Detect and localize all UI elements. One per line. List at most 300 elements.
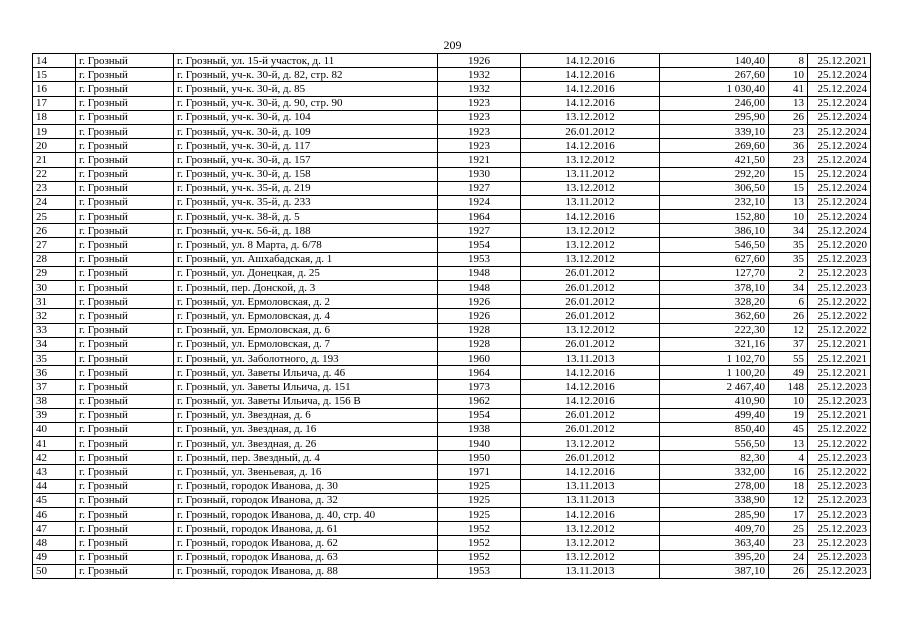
residents-cell: 23 bbox=[769, 153, 808, 167]
area-cell: 362,60 bbox=[660, 309, 769, 323]
city-cell: г. Грозный bbox=[76, 252, 174, 266]
row-number-cell: 24 bbox=[33, 195, 76, 209]
city-cell: г. Грозный bbox=[76, 550, 174, 564]
address-cell: г. Грозный, уч-к. 30-й, д. 90, стр. 90 bbox=[174, 96, 438, 110]
address-cell: г. Грозный, ул. Звездная, д. 26 bbox=[174, 437, 438, 451]
city-cell: г. Грозный bbox=[76, 394, 174, 408]
deadline-cell: 25.12.2022 bbox=[808, 422, 871, 436]
deadline-cell: 25.12.2022 bbox=[808, 465, 871, 479]
inclusion-date-cell: 14.12.2016 bbox=[521, 54, 660, 68]
residents-cell: 148 bbox=[769, 380, 808, 394]
deadline-cell: 25.12.2024 bbox=[808, 96, 871, 110]
deadline-cell: 25.12.2020 bbox=[808, 238, 871, 252]
build-year-cell: 1952 bbox=[438, 550, 521, 564]
residents-cell: 45 bbox=[769, 422, 808, 436]
area-cell: 410,90 bbox=[660, 394, 769, 408]
inclusion-date-cell: 26.01.2012 bbox=[521, 124, 660, 138]
area-cell: 1 102,70 bbox=[660, 351, 769, 365]
inclusion-date-cell: 13.12.2012 bbox=[521, 238, 660, 252]
area-cell: 387,10 bbox=[660, 564, 769, 578]
address-cell: г. Грозный, уч-к. 30-й, д. 85 bbox=[174, 82, 438, 96]
city-cell: г. Грозный bbox=[76, 82, 174, 96]
deadline-cell: 25.12.2023 bbox=[808, 522, 871, 536]
row-number-cell: 36 bbox=[33, 366, 76, 380]
row-number-cell: 35 bbox=[33, 351, 76, 365]
area-cell: 850,40 bbox=[660, 422, 769, 436]
residents-cell: 37 bbox=[769, 337, 808, 351]
table-row bbox=[33, 479, 871, 493]
table-row bbox=[33, 337, 871, 351]
build-year-cell: 1973 bbox=[438, 380, 521, 394]
table-row bbox=[33, 139, 871, 153]
inclusion-date-cell: 13.11.2012 bbox=[521, 167, 660, 181]
inclusion-date-cell: 14.12.2016 bbox=[521, 508, 660, 522]
city-cell: г. Грозный bbox=[76, 124, 174, 138]
inclusion-date-cell: 13.12.2012 bbox=[521, 181, 660, 195]
table-row bbox=[33, 181, 871, 195]
city-cell: г. Грозный bbox=[76, 153, 174, 167]
address-cell: г. Грозный, ул. Ашхабадская, д. 1 bbox=[174, 252, 438, 266]
table-row bbox=[33, 493, 871, 507]
city-cell: г. Грозный bbox=[76, 337, 174, 351]
inclusion-date-cell: 14.12.2016 bbox=[521, 68, 660, 82]
inclusion-date-cell: 14.12.2016 bbox=[521, 96, 660, 110]
row-number-cell: 33 bbox=[33, 323, 76, 337]
address-cell: г. Грозный, уч-к. 30-й, д. 104 bbox=[174, 110, 438, 124]
city-cell: г. Грозный bbox=[76, 139, 174, 153]
city-cell: г. Грозный bbox=[76, 110, 174, 124]
inclusion-date-cell: 26.01.2012 bbox=[521, 295, 660, 309]
address-cell: г. Грозный, ул. Донецкая, д. 25 bbox=[174, 266, 438, 280]
city-cell: г. Грозный bbox=[76, 224, 174, 238]
residents-cell: 15 bbox=[769, 167, 808, 181]
build-year-cell: 1926 bbox=[438, 309, 521, 323]
inclusion-date-cell: 13.11.2013 bbox=[521, 564, 660, 578]
address-cell: г. Грозный, уч-к. 30-й, д. 82, стр. 82 bbox=[174, 68, 438, 82]
deadline-cell: 25.12.2023 bbox=[808, 550, 871, 564]
row-number-cell: 28 bbox=[33, 252, 76, 266]
build-year-cell: 1971 bbox=[438, 465, 521, 479]
area-cell: 267,60 bbox=[660, 68, 769, 82]
address-cell: г. Грозный, городок Иванова, д. 62 bbox=[174, 536, 438, 550]
city-cell: г. Грозный bbox=[76, 351, 174, 365]
inclusion-date-cell: 26.01.2012 bbox=[521, 451, 660, 465]
area-cell: 499,40 bbox=[660, 408, 769, 422]
area-cell: 546,50 bbox=[660, 238, 769, 252]
row-number-cell: 30 bbox=[33, 281, 76, 295]
city-cell: г. Грозный bbox=[76, 238, 174, 252]
table-row bbox=[33, 68, 871, 82]
residents-cell: 6 bbox=[769, 295, 808, 309]
residents-cell: 34 bbox=[769, 224, 808, 238]
area-cell: 338,90 bbox=[660, 493, 769, 507]
residents-cell: 55 bbox=[769, 351, 808, 365]
inclusion-date-cell: 14.12.2016 bbox=[521, 210, 660, 224]
build-year-cell: 1928 bbox=[438, 323, 521, 337]
deadline-cell: 25.12.2023 bbox=[808, 536, 871, 550]
residents-cell: 35 bbox=[769, 252, 808, 266]
city-cell: г. Грозный bbox=[76, 536, 174, 550]
build-year-cell: 1950 bbox=[438, 451, 521, 465]
area-cell: 292,20 bbox=[660, 167, 769, 181]
table-body bbox=[33, 54, 871, 579]
area-cell: 285,90 bbox=[660, 508, 769, 522]
row-number-cell: 40 bbox=[33, 422, 76, 436]
residents-cell: 18 bbox=[769, 479, 808, 493]
residents-cell: 16 bbox=[769, 465, 808, 479]
row-number-cell: 46 bbox=[33, 508, 76, 522]
residents-cell: 10 bbox=[769, 394, 808, 408]
address-cell: г. Грозный, ул. Заветы Ильича, д. 151 bbox=[174, 380, 438, 394]
table-row bbox=[33, 408, 871, 422]
inclusion-date-cell: 13.11.2013 bbox=[521, 351, 660, 365]
table-row bbox=[33, 536, 871, 550]
residents-cell: 4 bbox=[769, 451, 808, 465]
housing-registry-table bbox=[32, 53, 871, 579]
deadline-cell: 25.12.2024 bbox=[808, 68, 871, 82]
inclusion-date-cell: 26.01.2012 bbox=[521, 422, 660, 436]
residents-cell: 15 bbox=[769, 181, 808, 195]
address-cell: г. Грозный, ул. Заветы Ильича, д. 156 В bbox=[174, 394, 438, 408]
deadline-cell: 25.12.2023 bbox=[808, 281, 871, 295]
table-row bbox=[33, 437, 871, 451]
build-year-cell: 1954 bbox=[438, 238, 521, 252]
build-year-cell: 1923 bbox=[438, 110, 521, 124]
address-cell: г. Грозный, пер. Звездный, д. 4 bbox=[174, 451, 438, 465]
build-year-cell: 1921 bbox=[438, 153, 521, 167]
city-cell: г. Грозный bbox=[76, 437, 174, 451]
inclusion-date-cell: 14.12.2016 bbox=[521, 366, 660, 380]
residents-cell: 10 bbox=[769, 210, 808, 224]
deadline-cell: 25.12.2021 bbox=[808, 366, 871, 380]
address-cell: г. Грозный, ул. 8 Марта, д. 6/78 bbox=[174, 238, 438, 252]
city-cell: г. Грозный bbox=[76, 479, 174, 493]
build-year-cell: 1938 bbox=[438, 422, 521, 436]
deadline-cell: 25.12.2024 bbox=[808, 139, 871, 153]
city-cell: г. Грозный bbox=[76, 54, 174, 68]
residents-cell: 41 bbox=[769, 82, 808, 96]
inclusion-date-cell: 14.12.2016 bbox=[521, 139, 660, 153]
city-cell: г. Грозный bbox=[76, 380, 174, 394]
deadline-cell: 25.12.2022 bbox=[808, 437, 871, 451]
residents-cell: 17 bbox=[769, 508, 808, 522]
area-cell: 328,20 bbox=[660, 295, 769, 309]
residents-cell: 12 bbox=[769, 323, 808, 337]
row-number-cell: 44 bbox=[33, 479, 76, 493]
table-row bbox=[33, 54, 871, 68]
area-cell: 152,80 bbox=[660, 210, 769, 224]
area-cell: 321,16 bbox=[660, 337, 769, 351]
build-year-cell: 1940 bbox=[438, 437, 521, 451]
deadline-cell: 25.12.2024 bbox=[808, 82, 871, 96]
address-cell: г. Грозный, городок Иванова, д. 32 bbox=[174, 493, 438, 507]
inclusion-date-cell: 13.11.2013 bbox=[521, 479, 660, 493]
table-row bbox=[33, 295, 871, 309]
build-year-cell: 1923 bbox=[438, 96, 521, 110]
row-number-cell: 17 bbox=[33, 96, 76, 110]
residents-cell: 26 bbox=[769, 110, 808, 124]
address-cell: г. Грозный, уч-к. 30-й, д. 157 bbox=[174, 153, 438, 167]
build-year-cell: 1927 bbox=[438, 181, 521, 195]
address-cell: г. Грозный, уч-к. 38-й, д. 5 bbox=[174, 210, 438, 224]
inclusion-date-cell: 13.12.2012 bbox=[521, 522, 660, 536]
residents-cell: 26 bbox=[769, 309, 808, 323]
area-cell: 395,20 bbox=[660, 550, 769, 564]
area-cell: 246,00 bbox=[660, 96, 769, 110]
address-cell: г. Грозный, ул. Ермоловская, д. 6 bbox=[174, 323, 438, 337]
residents-cell: 35 bbox=[769, 238, 808, 252]
city-cell: г. Грозный bbox=[76, 181, 174, 195]
deadline-cell: 25.12.2023 bbox=[808, 508, 871, 522]
build-year-cell: 1952 bbox=[438, 522, 521, 536]
area-cell: 386,10 bbox=[660, 224, 769, 238]
area-cell: 339,10 bbox=[660, 124, 769, 138]
row-number-cell: 37 bbox=[33, 380, 76, 394]
city-cell: г. Грозный bbox=[76, 422, 174, 436]
address-cell: г. Грозный, ул. Ермоловская, д. 7 bbox=[174, 337, 438, 351]
area-cell: 140,40 bbox=[660, 54, 769, 68]
table-row bbox=[33, 281, 871, 295]
address-cell: г. Грозный, уч-к. 30-й, д. 117 bbox=[174, 139, 438, 153]
area-cell: 306,50 bbox=[660, 181, 769, 195]
city-cell: г. Грозный bbox=[76, 508, 174, 522]
address-cell: г. Грозный, уч-к. 30-й, д. 109 bbox=[174, 124, 438, 138]
row-number-cell: 34 bbox=[33, 337, 76, 351]
table-row bbox=[33, 522, 871, 536]
deadline-cell: 25.12.2024 bbox=[808, 167, 871, 181]
residents-cell: 23 bbox=[769, 536, 808, 550]
build-year-cell: 1962 bbox=[438, 394, 521, 408]
build-year-cell: 1948 bbox=[438, 266, 521, 280]
table-row bbox=[33, 550, 871, 564]
address-cell: г. Грозный, городок Иванова, д. 61 bbox=[174, 522, 438, 536]
row-number-cell: 21 bbox=[33, 153, 76, 167]
build-year-cell: 1960 bbox=[438, 351, 521, 365]
residents-cell: 19 bbox=[769, 408, 808, 422]
build-year-cell: 1927 bbox=[438, 224, 521, 238]
build-year-cell: 1923 bbox=[438, 124, 521, 138]
table-row bbox=[33, 167, 871, 181]
deadline-cell: 25.12.2023 bbox=[808, 564, 871, 578]
inclusion-date-cell: 13.11.2013 bbox=[521, 493, 660, 507]
deadline-cell: 25.12.2022 bbox=[808, 295, 871, 309]
inclusion-date-cell: 13.12.2012 bbox=[521, 323, 660, 337]
address-cell: г. Грозный, городок Иванова, д. 63 bbox=[174, 550, 438, 564]
city-cell: г. Грозный bbox=[76, 366, 174, 380]
deadline-cell: 25.12.2023 bbox=[808, 266, 871, 280]
area-cell: 627,60 bbox=[660, 252, 769, 266]
inclusion-date-cell: 14.12.2016 bbox=[521, 380, 660, 394]
area-cell: 295,90 bbox=[660, 110, 769, 124]
address-cell: г. Грозный, ул. Звездная, д. 6 bbox=[174, 408, 438, 422]
inclusion-date-cell: 14.12.2016 bbox=[521, 82, 660, 96]
address-cell: г. Грозный, уч-к. 35-й, д. 233 bbox=[174, 195, 438, 209]
inclusion-date-cell: 13.12.2012 bbox=[521, 536, 660, 550]
build-year-cell: 1925 bbox=[438, 508, 521, 522]
build-year-cell: 1926 bbox=[438, 54, 521, 68]
area-cell: 556,50 bbox=[660, 437, 769, 451]
deadline-cell: 25.12.2021 bbox=[808, 54, 871, 68]
table-row bbox=[33, 82, 871, 96]
residents-cell: 24 bbox=[769, 550, 808, 564]
build-year-cell: 1925 bbox=[438, 493, 521, 507]
row-number-cell: 42 bbox=[33, 451, 76, 465]
table-row bbox=[33, 224, 871, 238]
row-number-cell: 27 bbox=[33, 238, 76, 252]
row-number-cell: 32 bbox=[33, 309, 76, 323]
residents-cell: 10 bbox=[769, 68, 808, 82]
deadline-cell: 25.12.2024 bbox=[808, 224, 871, 238]
address-cell: г. Грозный, ул. Звездная, д. 16 bbox=[174, 422, 438, 436]
area-cell: 332,00 bbox=[660, 465, 769, 479]
row-number-cell: 38 bbox=[33, 394, 76, 408]
build-year-cell: 1930 bbox=[438, 167, 521, 181]
city-cell: г. Грозный bbox=[76, 309, 174, 323]
residents-cell: 13 bbox=[769, 195, 808, 209]
table-row bbox=[33, 153, 871, 167]
area-cell: 82,30 bbox=[660, 451, 769, 465]
deadline-cell: 25.12.2023 bbox=[808, 394, 871, 408]
address-cell: г. Грозный, ул. Ермоловская, д. 4 bbox=[174, 309, 438, 323]
row-number-cell: 22 bbox=[33, 167, 76, 181]
area-cell: 1 100,20 bbox=[660, 366, 769, 380]
residents-cell: 25 bbox=[769, 522, 808, 536]
build-year-cell: 1964 bbox=[438, 210, 521, 224]
area-cell: 409,70 bbox=[660, 522, 769, 536]
address-cell: г. Грозный, ул. 15-й участок, д. 11 bbox=[174, 54, 438, 68]
city-cell: г. Грозный bbox=[76, 68, 174, 82]
area-cell: 127,70 bbox=[660, 266, 769, 280]
city-cell: г. Грозный bbox=[76, 295, 174, 309]
table-row bbox=[33, 124, 871, 138]
inclusion-date-cell: 13.12.2012 bbox=[521, 110, 660, 124]
table-row bbox=[33, 266, 871, 280]
inclusion-date-cell: 26.01.2012 bbox=[521, 309, 660, 323]
address-cell: г. Грозный, ул. Заболотного, д. 193 bbox=[174, 351, 438, 365]
build-year-cell: 1932 bbox=[438, 68, 521, 82]
address-cell: г. Грозный, городок Иванова, д. 88 bbox=[174, 564, 438, 578]
row-number-cell: 50 bbox=[33, 564, 76, 578]
table-row bbox=[33, 110, 871, 124]
row-number-cell: 26 bbox=[33, 224, 76, 238]
deadline-cell: 25.12.2024 bbox=[808, 210, 871, 224]
city-cell: г. Грозный bbox=[76, 167, 174, 181]
inclusion-date-cell: 13.11.2012 bbox=[521, 195, 660, 209]
deadline-cell: 25.12.2022 bbox=[808, 323, 871, 337]
residents-cell: 8 bbox=[769, 54, 808, 68]
build-year-cell: 1923 bbox=[438, 139, 521, 153]
build-year-cell: 1952 bbox=[438, 536, 521, 550]
area-cell: 421,50 bbox=[660, 153, 769, 167]
area-cell: 2 467,40 bbox=[660, 380, 769, 394]
table-row bbox=[33, 210, 871, 224]
deadline-cell: 25.12.2024 bbox=[808, 153, 871, 167]
build-year-cell: 1954 bbox=[438, 408, 521, 422]
residents-cell: 34 bbox=[769, 281, 808, 295]
inclusion-date-cell: 14.12.2016 bbox=[521, 465, 660, 479]
city-cell: г. Грозный bbox=[76, 96, 174, 110]
table-row bbox=[33, 394, 871, 408]
row-number-cell: 20 bbox=[33, 139, 76, 153]
row-number-cell: 31 bbox=[33, 295, 76, 309]
area-cell: 363,40 bbox=[660, 536, 769, 550]
row-number-cell: 19 bbox=[33, 124, 76, 138]
address-cell: г. Грозный, городок Иванова, д. 40, стр. 40 bbox=[174, 508, 438, 522]
address-cell: г. Грозный, ул. Ермоловская, д. 2 bbox=[174, 295, 438, 309]
table-row bbox=[33, 564, 871, 578]
table-row bbox=[33, 351, 871, 365]
page-number: 209 bbox=[443, 38, 462, 52]
row-number-cell: 48 bbox=[33, 536, 76, 550]
deadline-cell: 25.12.2021 bbox=[808, 351, 871, 365]
build-year-cell: 1926 bbox=[438, 295, 521, 309]
city-cell: г. Грозный bbox=[76, 266, 174, 280]
row-number-cell: 23 bbox=[33, 181, 76, 195]
row-number-cell: 49 bbox=[33, 550, 76, 564]
deadline-cell: 25.12.2023 bbox=[808, 380, 871, 394]
row-number-cell: 15 bbox=[33, 68, 76, 82]
deadline-cell: 25.12.2024 bbox=[808, 181, 871, 195]
build-year-cell: 1948 bbox=[438, 281, 521, 295]
address-cell: г. Грозный, городок Иванова, д. 30 bbox=[174, 479, 438, 493]
address-cell: г. Грозный, ул. Заветы Ильича, д. 46 bbox=[174, 366, 438, 380]
address-cell: г. Грозный, уч-к. 30-й, д. 158 bbox=[174, 167, 438, 181]
build-year-cell: 1964 bbox=[438, 366, 521, 380]
address-cell: г. Грозный, уч-к. 35-й, д. 219 bbox=[174, 181, 438, 195]
area-cell: 222,30 bbox=[660, 323, 769, 337]
deadline-cell: 25.12.2024 bbox=[808, 195, 871, 209]
inclusion-date-cell: 26.01.2012 bbox=[521, 408, 660, 422]
city-cell: г. Грозный bbox=[76, 465, 174, 479]
table-row bbox=[33, 422, 871, 436]
city-cell: г. Грозный bbox=[76, 195, 174, 209]
deadline-cell: 25.12.2022 bbox=[808, 309, 871, 323]
build-year-cell: 1924 bbox=[438, 195, 521, 209]
inclusion-date-cell: 13.12.2012 bbox=[521, 550, 660, 564]
address-cell: г. Грозный, ул. Звеньевая, д. 16 bbox=[174, 465, 438, 479]
city-cell: г. Грозный bbox=[76, 323, 174, 337]
residents-cell: 26 bbox=[769, 564, 808, 578]
table-row bbox=[33, 252, 871, 266]
deadline-cell: 25.12.2023 bbox=[808, 451, 871, 465]
residents-cell: 36 bbox=[769, 139, 808, 153]
table-row bbox=[33, 238, 871, 252]
deadline-cell: 25.12.2024 bbox=[808, 124, 871, 138]
area-cell: 278,00 bbox=[660, 479, 769, 493]
inclusion-date-cell: 26.01.2012 bbox=[521, 337, 660, 351]
residents-cell: 2 bbox=[769, 266, 808, 280]
deadline-cell: 25.12.2023 bbox=[808, 252, 871, 266]
table-row bbox=[33, 451, 871, 465]
city-cell: г. Грозный bbox=[76, 451, 174, 465]
deadline-cell: 25.12.2024 bbox=[808, 110, 871, 124]
residents-cell: 12 bbox=[769, 493, 808, 507]
inclusion-date-cell: 26.01.2012 bbox=[521, 266, 660, 280]
deadline-cell: 25.12.2021 bbox=[808, 408, 871, 422]
address-cell: г. Грозный, пер. Донской, д. 3 bbox=[174, 281, 438, 295]
city-cell: г. Грозный bbox=[76, 493, 174, 507]
city-cell: г. Грозный bbox=[76, 408, 174, 422]
table-row bbox=[33, 195, 871, 209]
inclusion-date-cell: 13.12.2012 bbox=[521, 252, 660, 266]
city-cell: г. Грозный bbox=[76, 522, 174, 536]
row-number-cell: 16 bbox=[33, 82, 76, 96]
row-number-cell: 45 bbox=[33, 493, 76, 507]
table-row bbox=[33, 465, 871, 479]
inclusion-date-cell: 13.12.2012 bbox=[521, 153, 660, 167]
residents-cell: 13 bbox=[769, 437, 808, 451]
row-number-cell: 41 bbox=[33, 437, 76, 451]
